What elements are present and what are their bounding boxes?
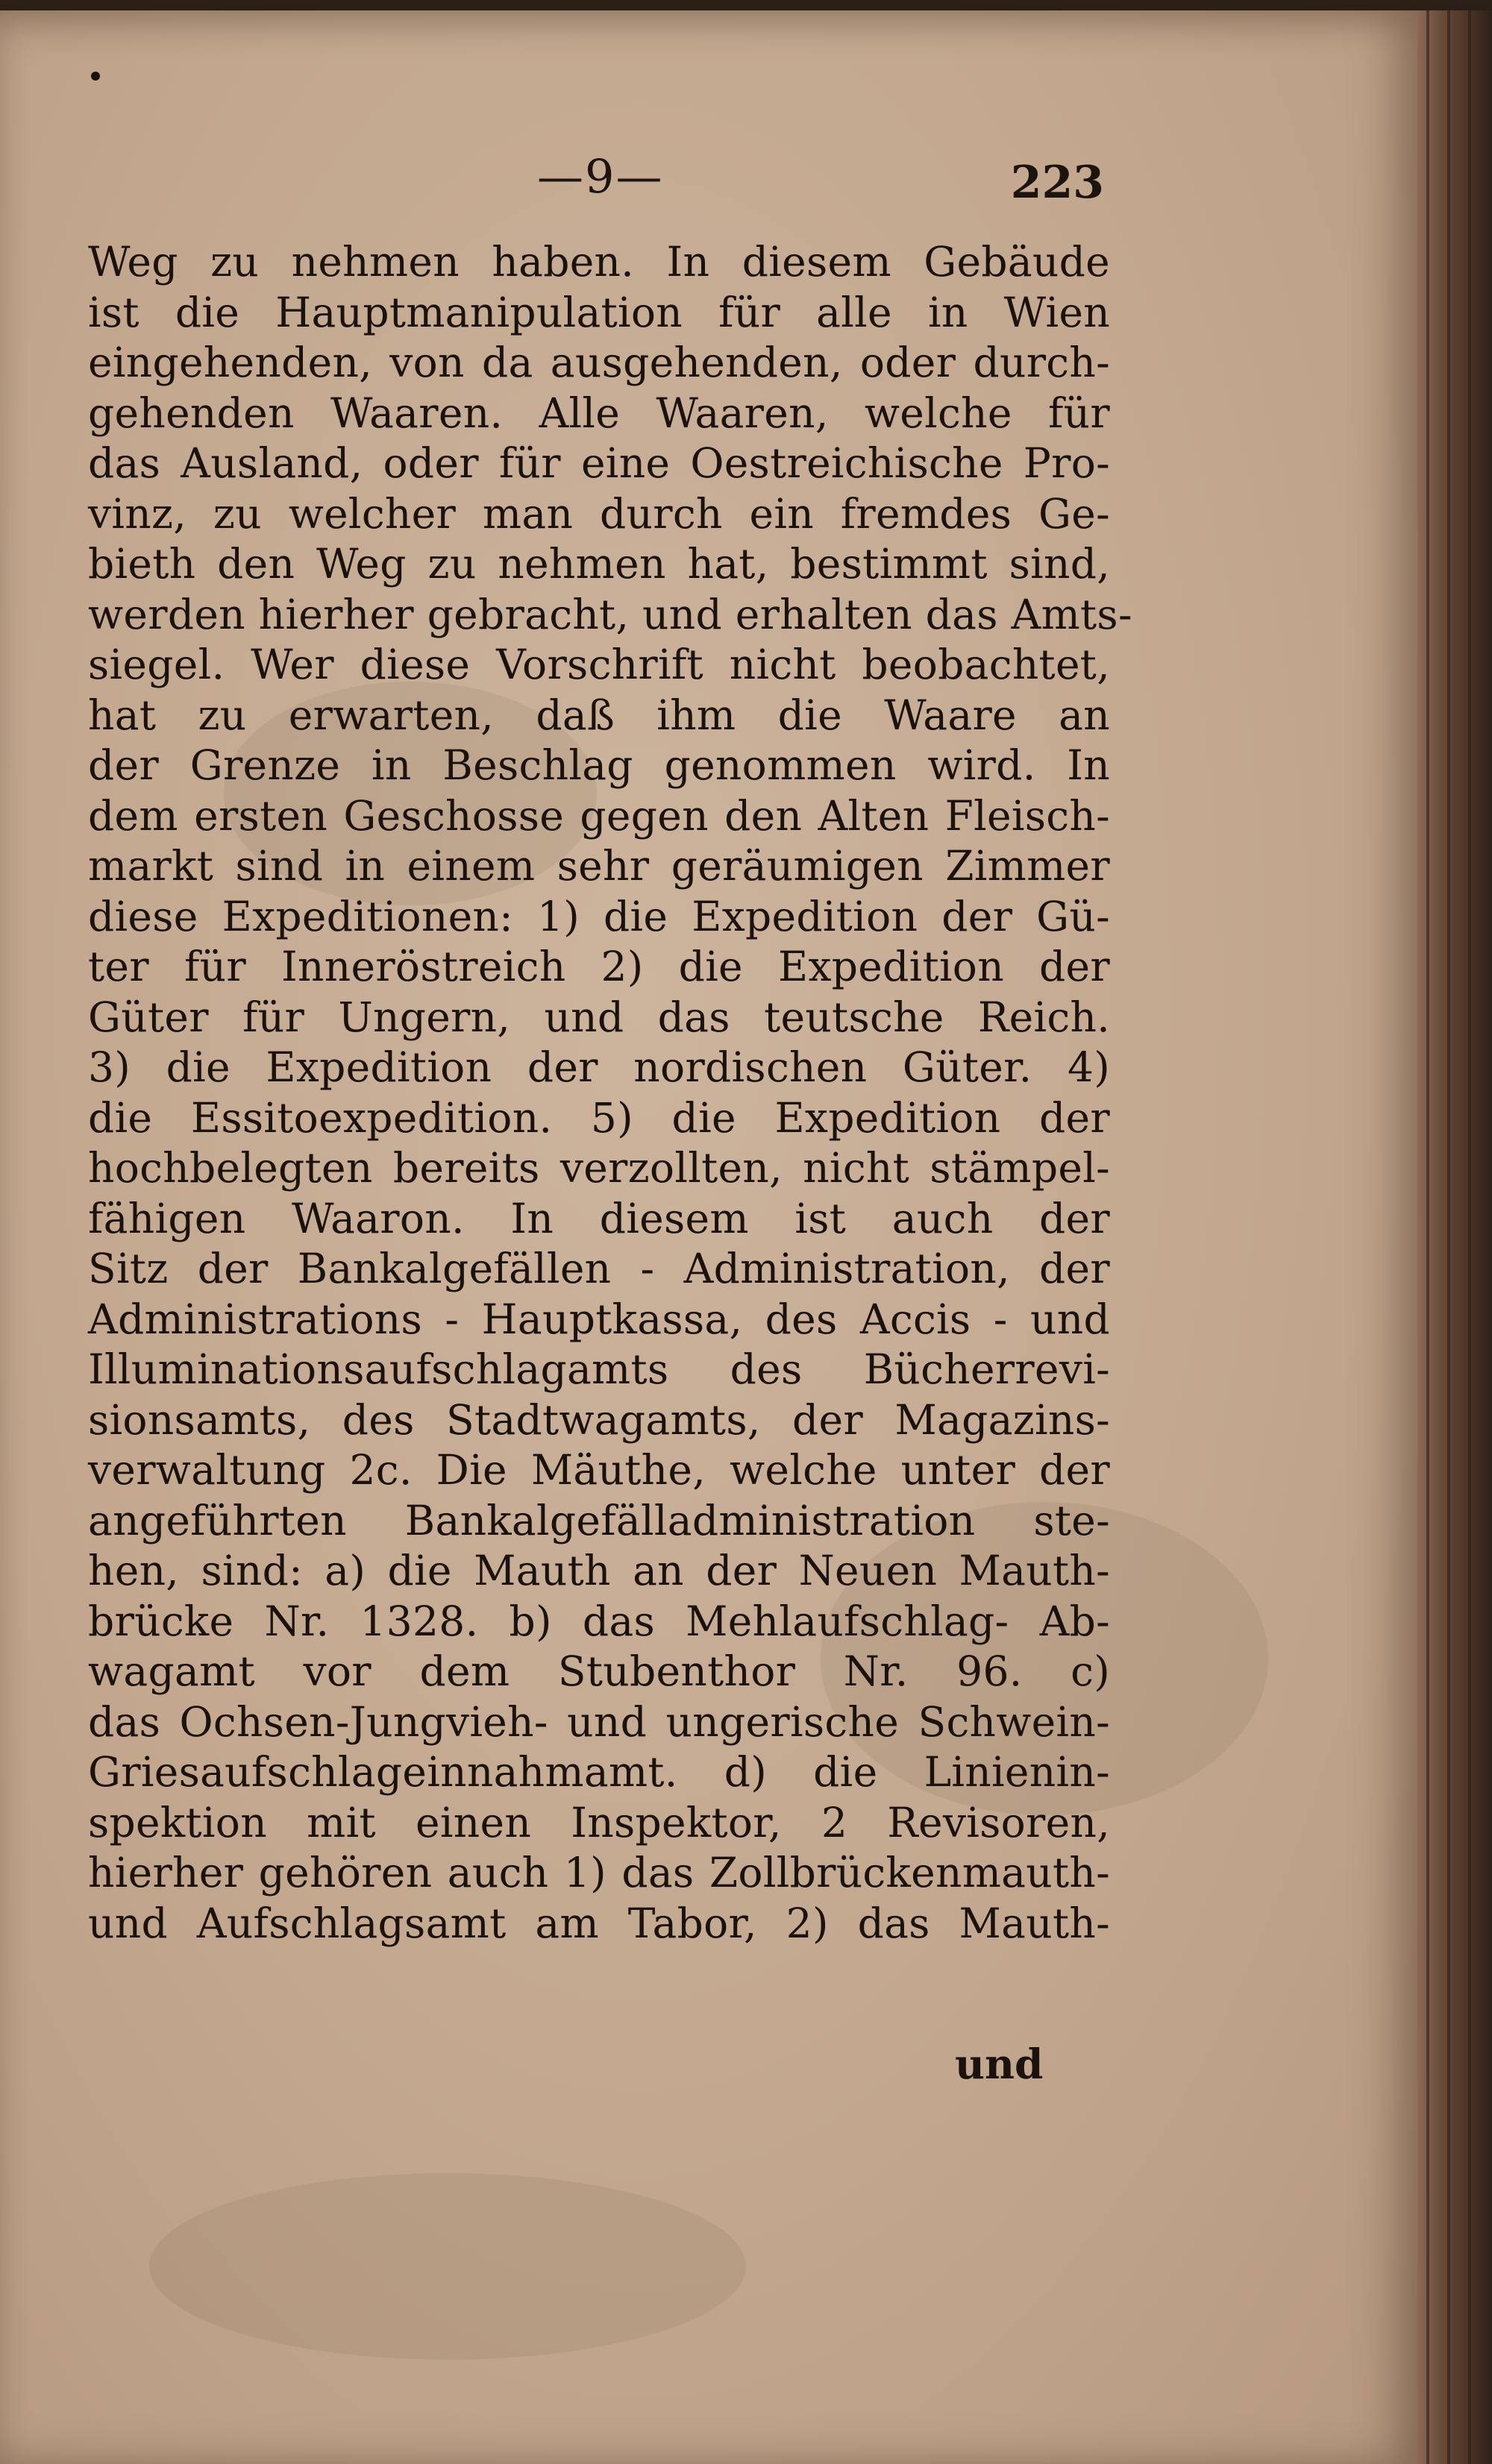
text-line: gehenden Waaren. Alle Waaren, welche für	[88, 389, 1110, 437]
paper-stain	[149, 2173, 746, 2360]
text-line: verwaltung 2c. Die Mäuthe, welche unter der	[88, 1446, 1110, 1494]
page-number: 223	[1010, 157, 1104, 209]
text-line: ter für Inneröstreich 2) die Expedition der	[88, 943, 1110, 990]
text-line: dem ersten Geschosse gegen den Alten Fleisch-	[88, 791, 1110, 840]
text-line: diese Expeditionen: 1) die Expedition der Gü-	[88, 892, 1110, 940]
text-line: eingehenden, von da ausgehenden, oder durch-	[88, 339, 1110, 386]
text-line: siegel. Wer diese Vorschrift nicht beobachtet,	[88, 641, 1110, 688]
text-line: spektion mit einen Inspektor, 2 Revisoren,	[88, 1798, 1110, 1847]
text-line: und Aufschlagsamt am Tabor, 2) das Mauth-	[88, 1899, 1110, 1947]
page-edge-line	[1447, 10, 1450, 2464]
text-line: markt sind in einem sehr geräumigen Zimmer	[88, 842, 1110, 890]
text-line: brücke Nr. 1328. b) das Mehlaufschlag- Ab-	[88, 1597, 1110, 1645]
text-line: Griesaufschlageinnahmamt. d) die Linienin-	[88, 1748, 1110, 1796]
text-line: angeführten Bankalgefälladministration ste-	[88, 1496, 1110, 1544]
text-line: 3) die Expedition der nordischen Güter. 4)	[88, 1043, 1110, 1091]
text-line: Weg zu nehmen haben. In diesem Gebäude	[88, 238, 1110, 286]
text-line: vinz, zu welcher man durch ein fremdes Ge-	[88, 489, 1110, 538]
text-line: bieth den Weg zu nehmen hat, bestimmt sind,	[88, 540, 1110, 588]
page-edge-line	[1468, 10, 1471, 2464]
text-line: die Essitoexpedition. 5) die Expedition der	[88, 1093, 1110, 1142]
catchword: und	[955, 2040, 1044, 2088]
text-line: das Ausland, oder für eine Oestreichische Pro-	[88, 439, 1110, 487]
text-line: hen, sind: a) die Mauth an der Neuen Mauth-	[88, 1547, 1110, 1594]
text-line: Illuminationsaufschlagamts des Bücherrevi-	[88, 1345, 1110, 1393]
text-line: Administrations - Hauptkassa, des Accis - und	[88, 1295, 1110, 1343]
text-line: Sitz der Bankalgefällen - Administration, der	[88, 1245, 1110, 1292]
text-line: sionsamts, des Stadtwagamts, der Magazins-	[88, 1395, 1110, 1444]
text-line: wagamt vor dem Stubenthor Nr. 96. c)	[88, 1647, 1110, 1695]
page-header	[90, 142, 1104, 209]
text-line: hat zu erwarten, daß ihm die Waare an	[88, 691, 1110, 739]
text-line: Güter für Ungern, und das teutsche Reich.	[88, 993, 1110, 1041]
text-line: das Ochsen-Jungvieh- und ungerische Schwein-	[88, 1697, 1110, 1746]
text-line: hierher gehören auch 1) das Zollbrückenmauth-	[88, 1849, 1110, 1896]
page-edge-line	[1426, 10, 1429, 2464]
text-line: hochbelegten bereits verzollten, nicht stämpel-	[88, 1144, 1110, 1192]
text-line: werden hierher gebracht, und erhalten das Amts-	[88, 590, 1132, 638]
body-text	[88, 237, 1132, 1949]
text-line: der Grenze in Beschlag genommen wird. In	[88, 741, 1110, 789]
ink-mark	[91, 72, 100, 81]
text-line: ist die Hauptmanipulation für alle in Wien	[88, 288, 1110, 336]
text-line: fähigen Waaron. In diesem ist auch der	[88, 1194, 1110, 1242]
signature-mark: —9—	[537, 149, 664, 204]
